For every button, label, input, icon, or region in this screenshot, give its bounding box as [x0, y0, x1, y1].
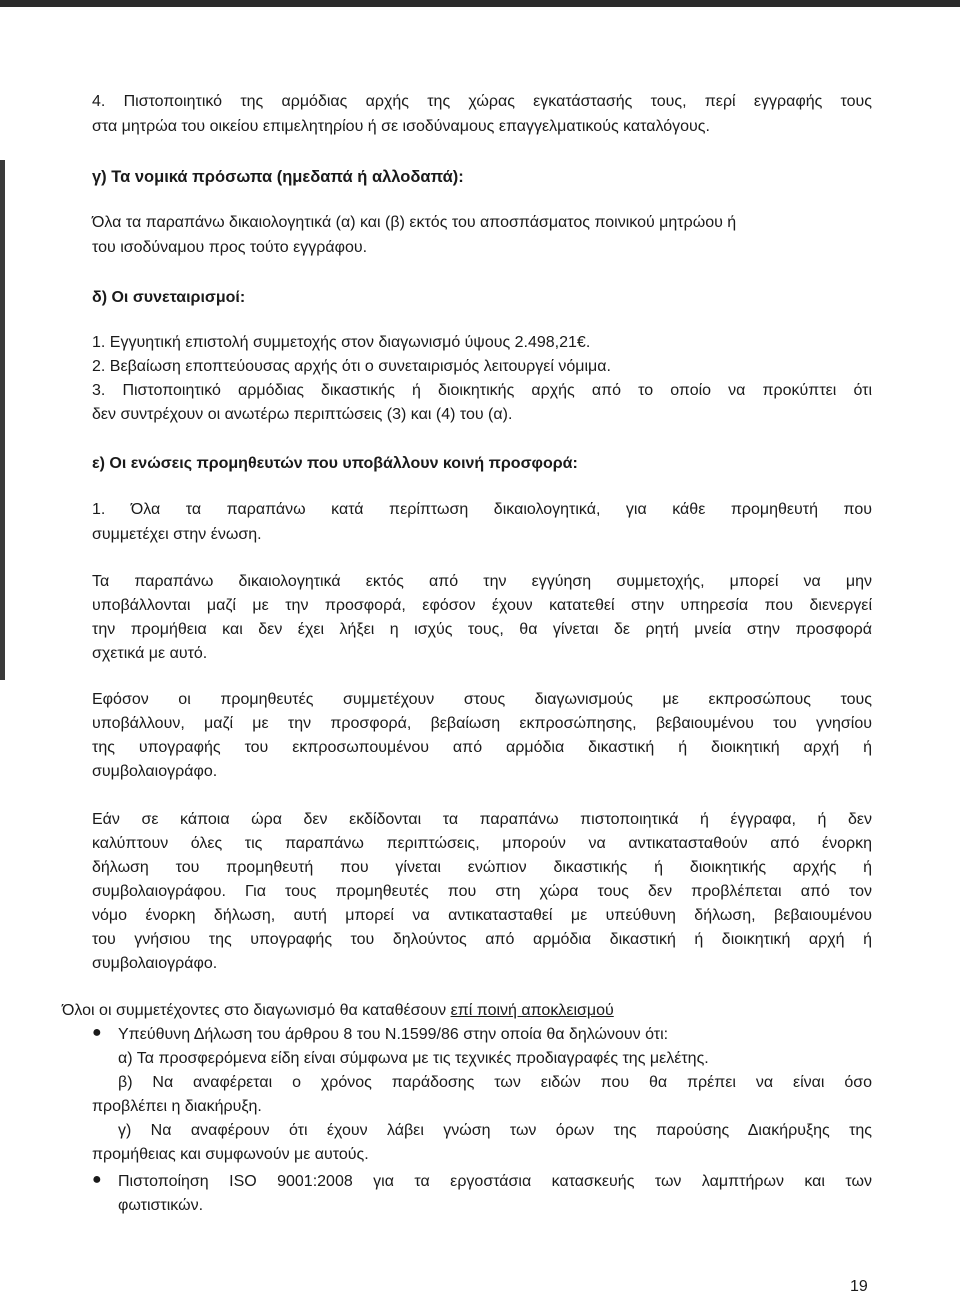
paragraph-3-line-1: Εάν σε κάποια ώρα δεν εκδίδονται τα παραπάνω πιστοποιητικά ή έγγραφα, ή δεν — [92, 811, 872, 828]
paragraph-3-line-6: του γνήσιου της υπογραφής του δηλούντος από αρμόδια δικαστική ή διοικητική αρχή ή — [92, 931, 872, 948]
paragraph-1-line-2: υποβάλλονται μαζί με την προσφορά, εφόσον έχουν κατατεθεί στην υπηρεσία που διενεργεί — [92, 597, 872, 614]
bullet-2-line-1: Πιστοποίηση ISO 9001:2008 για τα εργοστάσια κατασκευής των λαμπτήρων και των — [118, 1173, 872, 1190]
paragraph-1-line-3: την προμήθεια και δεν έχει λήξει η ισχύς τους, θα γίνεται δε ρητή μνεία στην προσφορά — [92, 621, 872, 638]
section-d-item-2: 2. Βεβαίωση εποπτεύουσας αρχής ότι ο συνεταιρισμός λειτουργεί νόμιμα. — [92, 358, 611, 375]
paragraph-2-line-4: συμβολαιογράφο. — [92, 763, 218, 780]
paragraph-3-line-5: νόμο ένορκη δήλωση, αυτή μπορεί να αντικατασταθεί με υπεύθυνη δήλωση, βεβαιουμένου — [92, 907, 872, 924]
scan-border-top — [0, 0, 960, 7]
item-4-line-2: στα μητρώα του οικείου επιμελητηρίου ή σε ισοδύναμους επαγγελματικούς καταλόγους. — [92, 118, 710, 135]
section-g-heading: γ) Τα νομικά πρόσωπα (ημεδαπά ή αλλοδαπά): — [92, 168, 464, 186]
section-g-text-2: του ισοδύναμου προς τούτο εγγράφου. — [92, 239, 368, 256]
paragraph-2-line-1: Εφόσον οι προμηθευτές συμμετέχουν στους διαγωνισμούς με εκπροσώπους τους — [92, 691, 872, 708]
section-d-item-3-line-1: 3. Πιστοποιητικό αρμόδιας δικαστικής ή διοικητικής αρχής από το οποίο να προκύπτει ότι — [92, 382, 872, 399]
final-lead-text: Όλοι οι συμμετέχοντες στο διαγωνισμό θα καταθέσουν — [62, 1002, 451, 1019]
paragraph-1-line-1: Τα παραπάνω δικαιολογητικά εκτός από την εγγύηση συμμετοχής, μπορεί να μην — [92, 573, 872, 590]
subitem-c-line-2: προμήθειας και συμφωνούν με αυτούς. — [92, 1146, 369, 1163]
subitem-c-line-1: γ) Να αναφέρουν ότι έχουν λάβει γνώση των όρων της παρούσης Διακήρυξης της — [118, 1122, 872, 1139]
paragraph-2-line-3: της υπογραφής του εκπροσωπουμένου από αρμόδια δικαστική ή διοικητική αρχή ή — [92, 739, 872, 756]
paragraph-3-line-3: δήλωση του προμηθευτή που γίνεται ενώπιον δικαστικής ή διοικητικής αρχής ή — [92, 859, 872, 876]
section-e-item-1-line-1: 1. Όλα τα παραπάνω κατά περίπτωση δικαιολογητικά, για κάθε προμηθευτή που — [92, 501, 872, 518]
section-g-text-1: Όλα τα παραπάνω δικαιολογητικά (α) και (β) εκτός του αποσπάσματος ποινικού μητρώου ή — [92, 214, 737, 231]
paragraph-1-line-4: σχετικά με αυτό. — [92, 645, 208, 662]
subitem-a: α) Τα προσφερόμενα είδη είναι σύμφωνα με τις τεχνικές προδιαγραφές της μελέτης. — [118, 1050, 709, 1067]
final-lead — [62, 1001, 614, 1021]
section-d-item-3-line-2: δεν συντρέχουν οι ανωτέρω περιπτώσεις (3) και (4) του (α). — [92, 406, 513, 423]
paragraph-2-line-2: υποβάλλουν, μαζί με την προσφορά, βεβαίωση εκπροσώπησης, βεβαιουμένου του γνησίου — [92, 715, 872, 732]
section-d-item-1: 1. Εγγυητική επιστολή συμμετοχής στον διαγωνισμό ύψους 2.498,21€. — [92, 334, 591, 351]
subitem-b-line-2: προβλέπει η διακήρυξη. — [92, 1098, 262, 1115]
paragraph-3-line-2: καλύπτουν όλες τις παραπάνω περιπτώσεις, μπορούν να αντικατασταθούν από ένορκη — [92, 835, 872, 852]
page-number: 19 — [850, 1278, 868, 1295]
section-e-heading: ε) Οι ενώσεις προμηθευτών που υποβάλλουν κοινή προσφορά: — [92, 455, 578, 472]
section-e-item-1-line-2: συμμετέχει στην ένωση. — [92, 526, 262, 543]
bullet-dot-1: ● — [92, 1024, 102, 1041]
section-d-heading: δ) Οι συνεταιρισμοί: — [92, 289, 246, 306]
item-4-line-1: 4. Πιστοποιητικό της αρμόδιας αρχής της χώρας εγκατάστασής τους, περί εγγραφής τους — [92, 93, 872, 110]
paragraph-3-line-4: συμβολαιογράφου. Για τους προμηθευτές που στη χώρα τους δεν προβλέπεται από τον — [92, 883, 872, 900]
bullet-dot-2: ● — [92, 1171, 102, 1188]
subitem-b-line-1: β) Να αναφέρεται ο χρόνος παράδοσης των ειδών που θα πρέπει να είναι όσο — [118, 1074, 872, 1091]
bullet-1-text: Υπεύθυνη Δήλωση του άρθρου 8 του Ν.1599/86 στην οποία θα δηλώνουν ότι: — [118, 1026, 669, 1043]
paragraph-3-line-7: συμβολαιογράφο. — [92, 955, 218, 972]
scan-border-left — [0, 160, 5, 680]
bullet-2-line-2: φωτιστικών. — [118, 1197, 204, 1214]
final-lead-underlined: επί ποινή αποκλεισμού — [450, 1002, 614, 1019]
